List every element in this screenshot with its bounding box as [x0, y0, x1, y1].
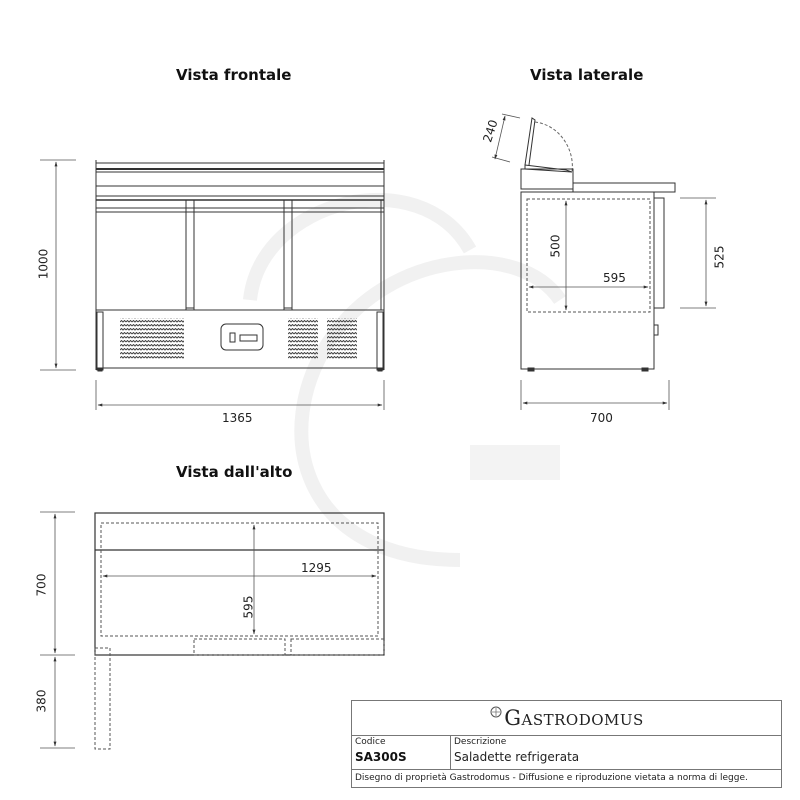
side-lid-label: 240 [480, 117, 501, 145]
description-value: Saladette refrigerata [454, 750, 580, 764]
top-door-clearance-label: 380 [34, 689, 49, 713]
side-door-height-label: 525 [712, 245, 727, 269]
top-view-drawing [95, 513, 384, 749]
code-value: SA300S [355, 750, 407, 764]
code-cell [352, 735, 451, 769]
side-view-drawing [521, 118, 675, 371]
side-inner-height-label: 500 [548, 234, 563, 258]
title-block [351, 700, 782, 788]
front-height-label: 1000 [36, 248, 51, 280]
side-view-title: Vista laterale [530, 66, 644, 84]
description-label: Descrizione [454, 737, 507, 747]
front-width-label: 1365 [222, 411, 253, 425]
copyright-footer: Disegno di proprietà Gastrodomus - Diffusione e riproduzione vietata a norma di legge. [355, 773, 748, 783]
side-depth-label: 700 [590, 411, 613, 425]
top-depth-label: 700 [34, 573, 49, 597]
top-dimension-lines [40, 512, 376, 748]
brand-row [352, 701, 781, 736]
top-view-title: Vista dall'alto [176, 463, 293, 481]
brand-name: GASTRODOMUS [504, 706, 644, 730]
brand-logo-icon [489, 705, 503, 719]
top-inner-depth-label: 595 [241, 595, 256, 619]
front-view-title: Vista frontale [176, 66, 292, 84]
front-dimension-lines [40, 160, 384, 410]
description-cell [451, 735, 781, 769]
top-inner-width-label: 1295 [301, 561, 332, 575]
info-row [352, 735, 781, 770]
side-inner-depth-label: 595 [603, 271, 626, 285]
front-view-drawing [96, 160, 384, 371]
code-label: Codice [355, 737, 386, 747]
